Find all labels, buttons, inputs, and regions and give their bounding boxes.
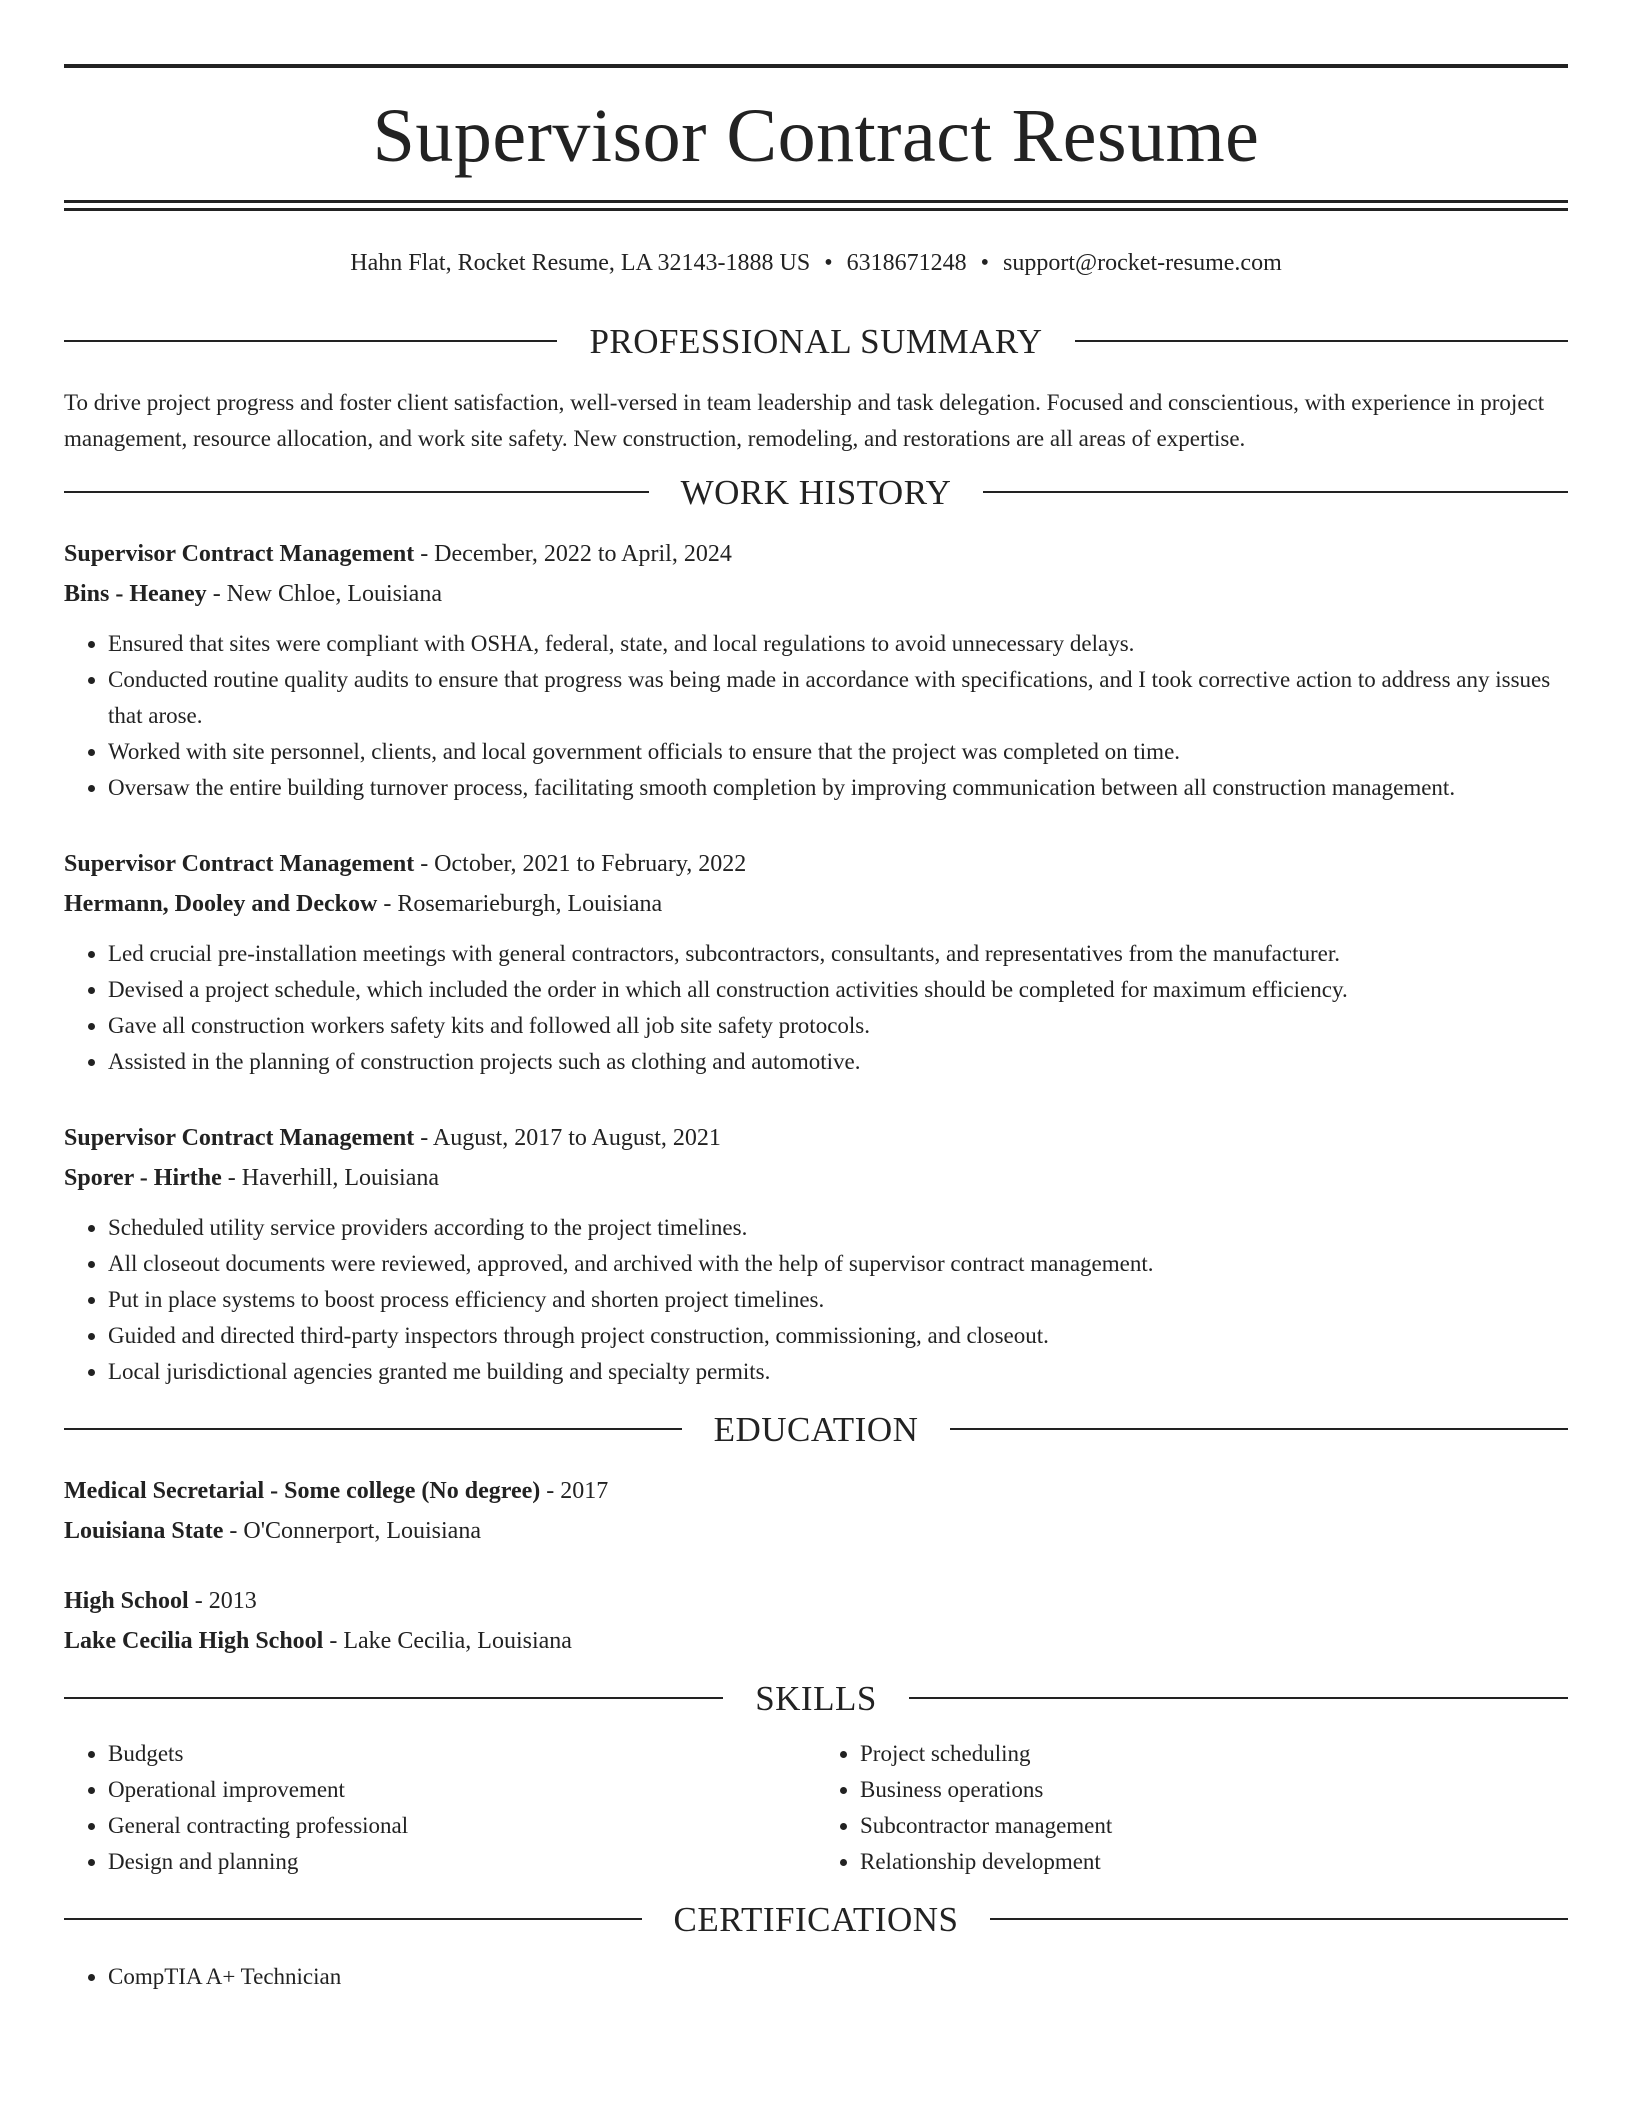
list-item: • Conducted routine quality audits to ensure that progress was being made in accordance with specifications, and I took corrective action to address any issues that arose. [108, 662, 1568, 734]
section-rule [909, 1697, 1568, 1699]
education-degree-row [64, 1581, 1568, 1621]
job-dates: - December, 2022 to April, 2024 [414, 540, 732, 567]
job-location: - Rosemarieburgh, Louisiana [377, 890, 663, 917]
job-dates: - October, 2021 to February, 2022 [414, 850, 747, 877]
section-header-certifications [64, 1899, 1568, 1939]
job-title: Supervisor Contract Management [64, 850, 415, 877]
skills-column-right [816, 1736, 1568, 1880]
job-company: Hermann, Dooley and Deckow [64, 890, 378, 917]
list-item: • Gave all construction workers safety kits and followed all job site safety protocols. [108, 1008, 1568, 1044]
skill-item: • Subcontractor management [860, 1808, 1568, 1844]
job-title-row [64, 1118, 1568, 1158]
job-bullets [64, 626, 1568, 806]
education-school: Louisiana State [64, 1517, 224, 1544]
skills-column-left [64, 1736, 816, 1880]
job-bullets [64, 1210, 1568, 1390]
section-rule [990, 1918, 1568, 1920]
education-degree: Medical Secretarial - Some college (No degree) [64, 1477, 541, 1504]
skills-grid [64, 1736, 1568, 1880]
job-company-row [64, 884, 1568, 924]
list-item: • Local jurisdictional agencies granted me building and specialty permits. [108, 1354, 1568, 1390]
section-rule [64, 1428, 682, 1430]
section-rule [64, 1697, 723, 1699]
certification-item: • CompTIA A+ Technician [108, 1959, 1568, 1995]
skill-item: • Project scheduling [860, 1736, 1568, 1772]
section-header-summary [64, 321, 1568, 361]
section-header-education [64, 1409, 1568, 1449]
section-rule [1075, 340, 1568, 342]
section-rule [64, 1918, 642, 1920]
summary-text: To drive project progress and foster client satisfaction, well-versed in team leadership and task delegation. Focused and conscientious, with experience in project management, resource allocation, and work site safety. New construction, remodeling, and restorations are all areas of expertise. [64, 389, 1545, 451]
contact-email: support@rocket-resume.com [1003, 250, 1282, 276]
education-school-row [64, 1621, 1568, 1661]
list-item: • Ensured that sites were compliant with OSHA, federal, state, and local regulations to avoid unnecessary delays. [108, 626, 1568, 662]
section-header-work-history [64, 472, 1568, 512]
education-year: - 2017 [540, 1477, 609, 1504]
contact-separator: • [980, 250, 990, 276]
list-item: • Oversaw the entire building turnover process, facilitating smooth completion by improving communication between all construction management. [108, 770, 1568, 806]
list-item: • Scheduled utility service providers according to the project timelines. [108, 1210, 1568, 1246]
section-title: CERTIFICATIONS [673, 1899, 959, 1939]
top-rule [64, 64, 1568, 68]
contact-address: Hahn Flat, Rocket Resume, LA 32143-1888 US [350, 250, 811, 276]
resume-title: Supervisor Contract Resume [372, 94, 1260, 178]
section-header-skills [64, 1678, 1568, 1718]
job-entry [64, 534, 1568, 806]
job-dates: - August, 2017 to August, 2021 [414, 1124, 721, 1151]
list-item: • Devised a project schedule, which included the order in which all construction activities should be completed for maximum efficiency. [108, 972, 1568, 1008]
education-entry [64, 1471, 1568, 1551]
list-item: • Assisted in the planning of construction projects such as clothing and automotive. [108, 1044, 1568, 1080]
section-rule [64, 340, 557, 342]
education-location: - Lake Cecilia, Louisiana [323, 1627, 572, 1654]
skill-item: • Operational improvement [108, 1772, 816, 1808]
title-double-rule [64, 200, 1568, 211]
job-company: Sporer - Hirthe [64, 1164, 222, 1191]
education-entry [64, 1581, 1568, 1661]
education-degree-row [64, 1471, 1568, 1511]
skill-item: • Business operations [860, 1772, 1568, 1808]
section-rule [950, 1428, 1568, 1430]
job-title: Supervisor Contract Management [64, 540, 415, 567]
certifications-list [64, 1959, 1568, 1995]
list-item: • Led crucial pre-installation meetings with general contractors, subcontractors, consultants, and representatives from the manufacturer. [108, 936, 1568, 972]
section-rule [983, 491, 1568, 493]
list-item: • Worked with site personnel, clients, and local government officials to ensure that the project was completed on time. [108, 734, 1568, 770]
job-title: Supervisor Contract Management [64, 1124, 415, 1151]
section-title: EDUCATION [713, 1409, 919, 1449]
skill-item: • Budgets [108, 1736, 816, 1772]
job-company-row [64, 1158, 1568, 1198]
job-company: Bins - Heaney [64, 580, 207, 607]
contact-separator: • [824, 250, 833, 276]
section-title: SKILLS [755, 1678, 877, 1718]
job-location: - New Chloe, Louisiana [206, 580, 442, 607]
skill-item: • Relationship development [860, 1844, 1568, 1880]
education-location: - O'Connerport, Louisiana [223, 1517, 481, 1544]
contact-phone: 6318671248 [846, 250, 967, 276]
list-item: • All closeout documents were reviewed, approved, and archived with the help of supervisor contract management. [108, 1246, 1568, 1282]
job-title-row [64, 534, 1568, 574]
list-item: • Put in place systems to boost process efficiency and shorten project timelines. [108, 1282, 1568, 1318]
job-location: - Haverhill, Louisiana [221, 1164, 440, 1191]
education-degree: High School [64, 1587, 189, 1614]
section-rule [64, 491, 649, 493]
contact-line [64, 249, 1568, 278]
list-item: • Guided and directed third-party inspectors through project construction, commissioning, and closeout. [108, 1318, 1568, 1354]
education-school-row [64, 1511, 1568, 1551]
education-year: - 2013 [188, 1587, 257, 1614]
job-entry [64, 844, 1568, 1080]
section-title: WORK HISTORY [680, 472, 952, 512]
education-school: Lake Cecilia High School [64, 1627, 324, 1654]
certifications-items [64, 1959, 1568, 1995]
section-title: PROFESSIONAL SUMMARY [589, 321, 1043, 361]
job-bullets [64, 936, 1568, 1080]
job-title-row [64, 844, 1568, 884]
skill-item: • General contracting professional [108, 1808, 816, 1844]
skill-item: • Design and planning [108, 1844, 816, 1880]
job-company-row [64, 574, 1568, 614]
job-entry [64, 1118, 1568, 1390]
